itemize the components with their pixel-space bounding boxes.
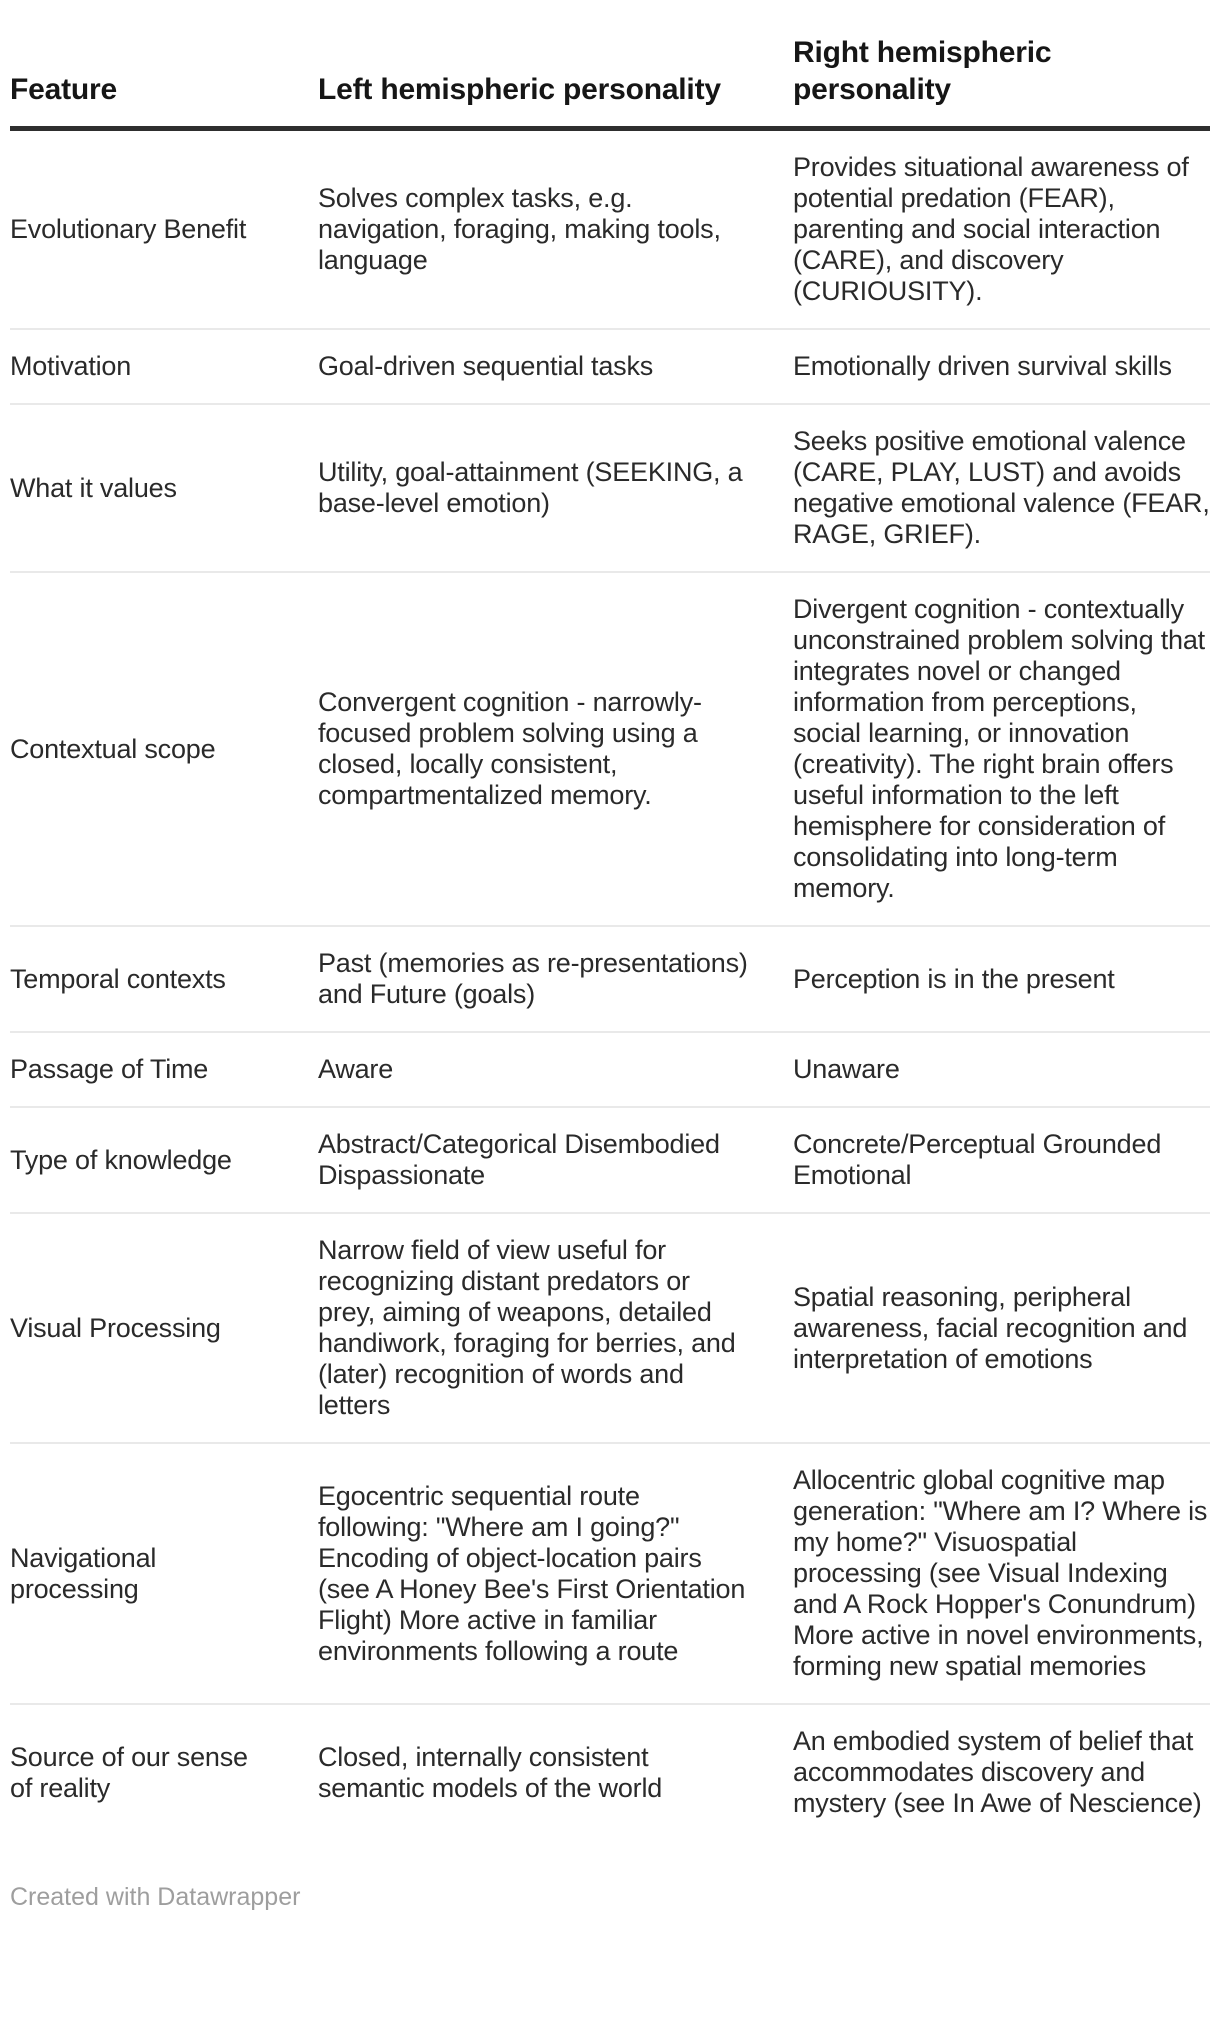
left-hemisphere-cell: Past (memories as re-presentations) and Future (goals) [318, 926, 793, 1032]
right-hemisphere-cell: Perception is in the present [793, 926, 1210, 1032]
table-header [10, 0, 1210, 129]
table-row [10, 1107, 1210, 1213]
datawrapper-credit-link[interactable]: Created with Datawrapper [10, 1883, 301, 1911]
feature-cell: Navigational processing [10, 1443, 318, 1704]
right-hemisphere-cell: Unaware [793, 1032, 1210, 1107]
left-hemisphere-cell: Utility, goal-attainment (SEEKING, a base-level emotion) [318, 404, 793, 572]
table-row [10, 1704, 1210, 1840]
table-row [10, 329, 1210, 404]
right-hemisphere-cell: Seeks positive emotional valence (CARE, PLAY, LUST) and avoids negative emotional valence (FEAR, RAGE, GRIEF). [793, 404, 1210, 572]
left-hemisphere-cell: Solves complex tasks, e.g. navigation, foraging, making tools, language [318, 183, 721, 275]
feature-cell: Type of knowledge [10, 1107, 318, 1213]
right-hemisphere-cell: Concrete/Perceptual Grounded Emotional [793, 1107, 1210, 1213]
feature-cell: Temporal contexts [10, 926, 318, 1032]
right-hemisphere-cell: Provides situational awareness of potential predation (FEAR), parenting and social interaction (CARE), and discovery (CURIOUSITY). [793, 152, 1189, 306]
feature-cell: What it values [10, 404, 318, 572]
feature-cell: Source of our sense of reality [10, 1704, 318, 1840]
right-hemisphere-cell: Spatial reasoning, peripheral awareness, facial recognition and interpretation of emotions [793, 1213, 1210, 1443]
left-hemisphere-cell: Closed, internally consistent semantic models of the world [318, 1704, 793, 1840]
right-hemisphere-cell: Divergent cognition - contextually unconstrained problem solving that integrates novel or changed information from perceptions, social learning, or innovation (creativity). The right brain offers useful information to the left hemisphere for consideration of consolidating into long-term memory. [793, 572, 1210, 926]
right-hemisphere-cell: Emotionally driven survival skills [793, 329, 1210, 404]
table-row [10, 926, 1210, 1032]
left-hemisphere-cell: Convergent cognition - narrowly-focused problem solving using a closed, locally consistent, compartmentalized memory. [318, 572, 793, 926]
table-body [10, 129, 1210, 1841]
table-row [10, 404, 1210, 572]
left-hemisphere-cell: Abstract/Categorical Disembodied Dispassionate [318, 1107, 793, 1213]
table-row [10, 129, 1210, 330]
feature-cell: Motivation [10, 329, 318, 404]
left-hemisphere-cell: Aware [318, 1032, 793, 1107]
column-header-right-hemisphere: Right hemispheric personality [793, 0, 1210, 129]
column-header-feature: Feature [10, 0, 318, 129]
feature-cell: Evolutionary Benefit [10, 214, 247, 244]
left-hemisphere-cell: Goal-driven sequential tasks [318, 329, 793, 404]
header-row [10, 0, 1210, 129]
feature-cell: Contextual scope [10, 572, 318, 926]
right-hemisphere-cell: Allocentric global cognitive map generation: "Where am I? Where is my home?" Visuospatial processing (see Visual Indexing and A Rock Hopper's Conundrum) More active in novel environments, forming new spatial memories [793, 1443, 1210, 1704]
comparison-table [10, 0, 1210, 1840]
attribution-footer [10, 1840, 1210, 1938]
left-hemisphere-cell: Narrow field of view useful for recognizing distant predators or prey, aiming of weapons, detailed handiwork, foraging for berries, and (later) recognition of words and letters [318, 1213, 793, 1443]
table-row [10, 1213, 1210, 1443]
table-row [10, 1032, 1210, 1107]
table-row [10, 1443, 1210, 1704]
column-header-left-hemisphere: Left hemispheric personality [318, 0, 793, 129]
feature-cell: Passage of Time [10, 1032, 318, 1107]
table-row [10, 572, 1210, 926]
right-hemisphere-cell: An embodied system of belief that accommodates discovery and mystery (see In Awe of Nescience) [793, 1704, 1210, 1840]
feature-cell: Visual Processing [10, 1213, 318, 1443]
left-hemisphere-cell: Egocentric sequential route following: "Where am I going?" Encoding of object-location pairs (see A Honey Bee's First Orientation Flight) More active in familiar environments following a route [318, 1443, 793, 1704]
